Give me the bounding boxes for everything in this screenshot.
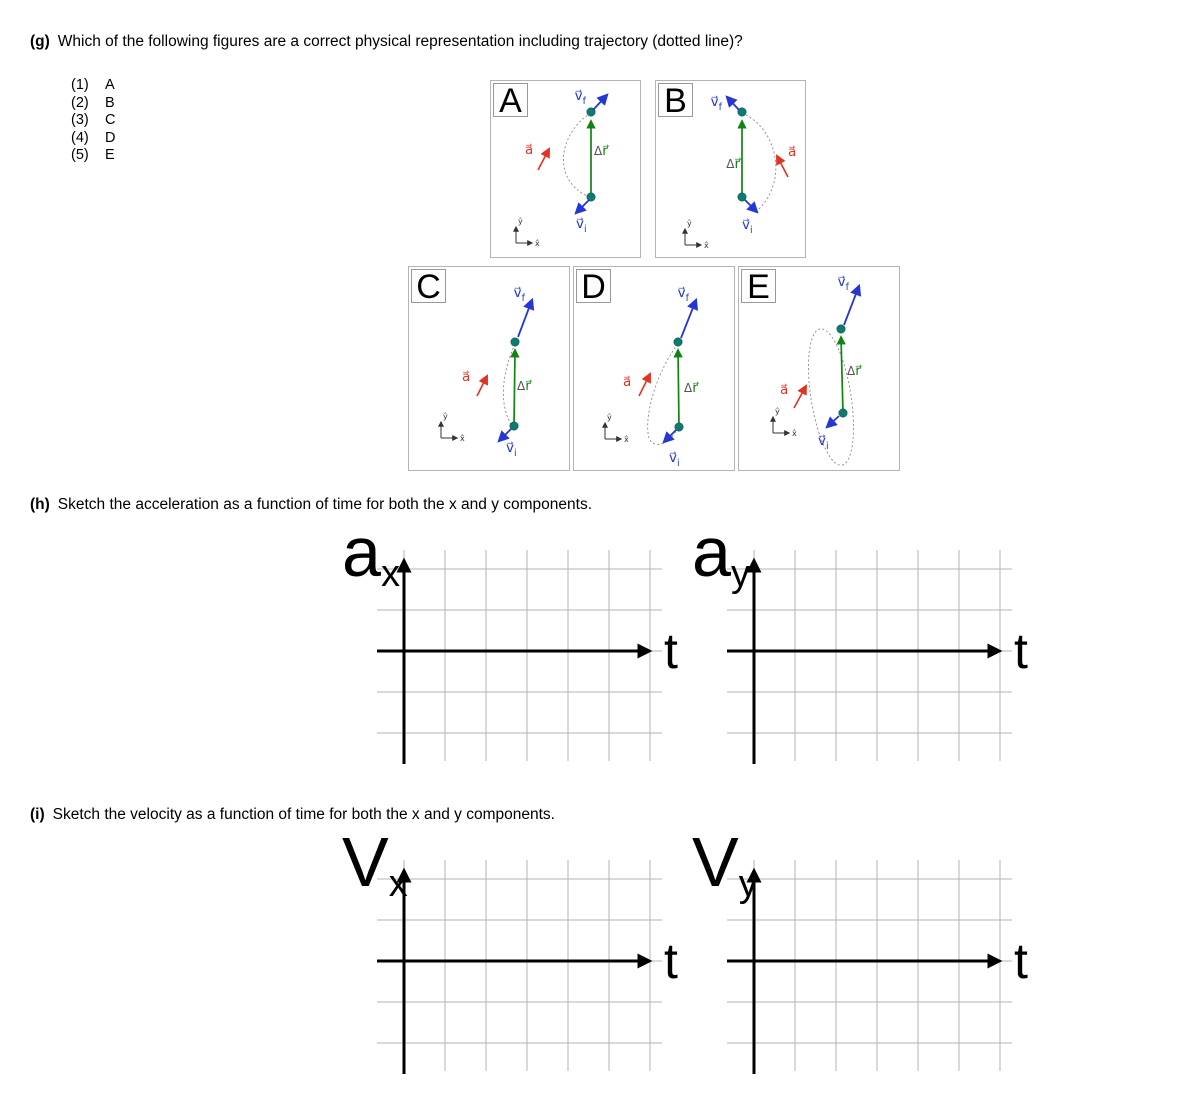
initial-position-dot [510, 422, 518, 430]
vf-label: $v⃗_f$ [574, 88, 586, 107]
y-hat-label: ŷ [518, 217, 523, 226]
vi-label: $v⃗_i$ [669, 450, 680, 469]
option-row-4 [71, 130, 115, 148]
option-letter: B [105, 94, 115, 111]
question-i-heading [30, 806, 555, 824]
accel-label: a⃗ [623, 374, 632, 390]
t-axis-label: t [1014, 933, 1028, 989]
y-axis-label: ay [692, 513, 750, 595]
final-position-dot [511, 338, 519, 346]
delta-r-label: Δr⃗ [684, 380, 698, 396]
x-hat-label: x̂ [460, 434, 465, 443]
plot-ay-graph [690, 513, 1060, 786]
final-position-dot [674, 338, 682, 346]
question-g-label: (g) [30, 33, 50, 50]
x-hat-label: x̂ [624, 435, 629, 444]
panel-letter: B [664, 82, 687, 120]
option-number: (4) [71, 129, 89, 146]
final-position-dot [837, 325, 845, 333]
accel-label: a⃗ [462, 369, 471, 385]
initial-position-dot [738, 193, 746, 201]
question-i-label: (i) [30, 806, 45, 823]
answer-options [71, 77, 115, 165]
question-h-heading [30, 496, 592, 514]
delta-r-vector [678, 350, 679, 427]
y-axis-label: Vx [342, 823, 408, 905]
grid-lines [377, 860, 662, 1071]
y-hat-label: ŷ [775, 407, 780, 416]
vf-label: $v⃗_f$ [710, 94, 722, 113]
delta-r-label: Δr⃗ [517, 378, 531, 394]
option-number: (3) [71, 112, 89, 129]
plot-vy-graph [690, 823, 1060, 1096]
option-row-1 [71, 77, 115, 95]
question-g-text: Which of the following figures are a correct physical representation including trajectory (dotted line)? [57, 33, 743, 50]
vi-label: $v⃗_i$ [506, 440, 517, 459]
grid-lines [727, 860, 1012, 1071]
y-hat-label: ŷ [687, 219, 692, 228]
question-i-text: Sketch the velocity as a function of time for both the x and y components. [52, 806, 555, 823]
option-row-3 [71, 112, 115, 130]
option-row-2 [71, 95, 115, 113]
panel-letter: D [581, 268, 606, 306]
plot-ax-graph [340, 513, 710, 786]
vf-label: $v⃗_f$ [513, 285, 525, 304]
vi-label: $v⃗_i$ [742, 217, 753, 236]
x-hat-label: x̂ [535, 239, 540, 248]
x-hat-label: x̂ [792, 429, 797, 438]
initial-position-dot [675, 423, 683, 431]
vf-label: $v⃗_f$ [677, 285, 689, 304]
figure-panel-c [408, 266, 570, 471]
figure-panel-d [573, 266, 735, 471]
option-letter: E [105, 147, 115, 164]
delta-r-label: Δr⃗ [594, 143, 608, 159]
delta-r-vector [514, 350, 515, 426]
y-axis-label: Vy [692, 823, 758, 905]
figure-panel-e [738, 266, 900, 471]
accel-label: a⃗ [788, 144, 797, 160]
figure-panel-b [655, 80, 806, 258]
accel-label: a⃗ [780, 382, 789, 398]
option-letter: A [105, 77, 115, 93]
vi-label: $v⃗_i$ [576, 216, 587, 235]
t-axis-label: t [1014, 623, 1028, 679]
vf-label: $v⃗_f$ [837, 274, 849, 293]
option-number: (5) [71, 147, 89, 164]
option-number: (1) [71, 77, 89, 93]
panel-letter: C [416, 268, 441, 306]
y-hat-label: ŷ [443, 412, 448, 421]
question-g-heading [30, 33, 743, 51]
y-axis-label: ax [342, 513, 400, 595]
x-hat-label: x̂ [704, 241, 709, 250]
question-h-label: (h) [30, 496, 50, 513]
t-axis-label: t [664, 623, 678, 679]
delta-r-label: Δr⃗ [847, 363, 861, 379]
delta-r-label: Δr⃗ [726, 156, 740, 172]
option-number: (2) [71, 94, 89, 111]
accel-label: a⃗ [525, 142, 534, 158]
option-letter: C [105, 112, 116, 129]
initial-position-dot [839, 409, 847, 417]
vi-label: $v⃗_i$ [818, 433, 829, 452]
option-letter: D [105, 129, 116, 146]
question-h-text: Sketch the acceleration as a function of time for both the x and y components. [57, 496, 592, 513]
option-row-5 [71, 147, 115, 165]
plot-vx-graph [340, 823, 710, 1096]
grid-lines [727, 550, 1012, 761]
y-hat-label: ŷ [607, 413, 612, 422]
panel-letter: A [499, 82, 522, 120]
figure-panel-a [490, 80, 641, 258]
t-axis-label: t [664, 933, 678, 989]
panel-letter: E [747, 268, 770, 306]
grid-lines [377, 550, 662, 761]
